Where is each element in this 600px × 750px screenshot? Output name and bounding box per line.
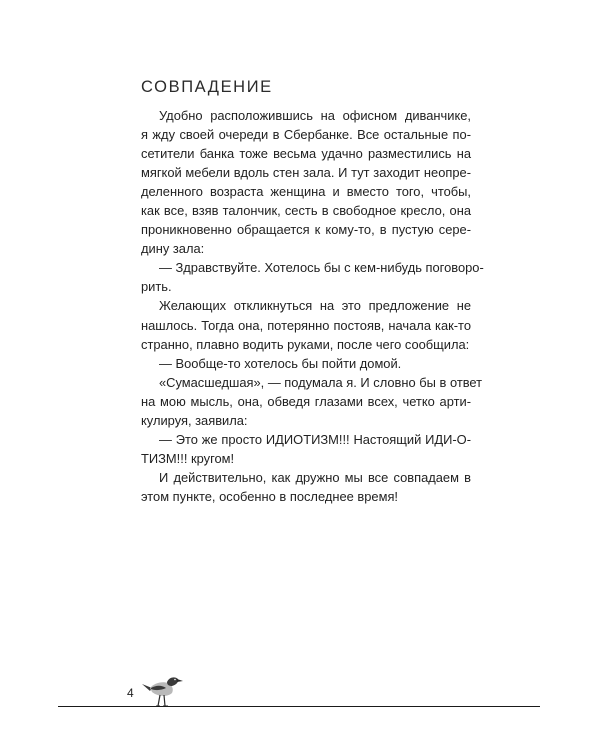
text-line: И действительно, как дружно мы все совпадаем в — [159, 469, 471, 485]
page-number: 4 — [127, 686, 134, 700]
text-line: мягкой мебели вдоль стен зала. И тут заходит неопре- — [141, 165, 471, 181]
text-line: деленного возраста женщина и вместо того, чтобы, — [141, 184, 471, 200]
text-line: рить. — [141, 279, 172, 295]
text-line: странно, плавно водить руками, после чего сообщила: — [141, 336, 470, 352]
text-line: проникновенно обращается к кому-то, в пустую сере- — [141, 222, 471, 238]
text-line: сетители банка тоже весьма удачно разместились на — [141, 146, 471, 162]
text-line: — Это же просто ИДИОТИЗМ!!! Настоящий ИДИ-О- — [159, 431, 471, 447]
text-line: Желающих откликнуться на это предложение не — [159, 298, 471, 314]
text-line: на мою мысль, она, обведя глазами всех, четко арти- — [141, 393, 471, 409]
text-line: нашлось. Тогда она, потерянно постояв, начала как-то — [141, 317, 471, 333]
text-line: — Вообще-то хотелось бы пойти домой. — [159, 355, 402, 371]
text-line: я жду своей очереди в Сбербанке. Все остальные по- — [141, 127, 471, 143]
text-line: как все, взяв талончик, сесть в свободное кресло, она — [141, 203, 471, 219]
footer-rule — [58, 706, 540, 707]
crow-icon — [138, 666, 184, 708]
text-line: ТИЗМ!!! кругом! — [141, 450, 235, 466]
text-line: — Здравствуйте. Хотелось бы с кем-нибудь поговоро- — [159, 260, 484, 276]
text-line: дину зала: — [141, 241, 205, 257]
text-line: Удобно расположившись на офисном диванчике, — [159, 108, 471, 123]
text-line: «Сумасшедшая», — подумала я. И словно бы в ответ — [159, 374, 483, 390]
text-line: этом пункте, особенно в последнее время! — [141, 488, 399, 504]
chapter-title: СОВПАДЕНИЕ — [141, 78, 273, 96]
story-body — [141, 106, 484, 506]
text-line: кулируя, заявила: — [141, 412, 248, 428]
